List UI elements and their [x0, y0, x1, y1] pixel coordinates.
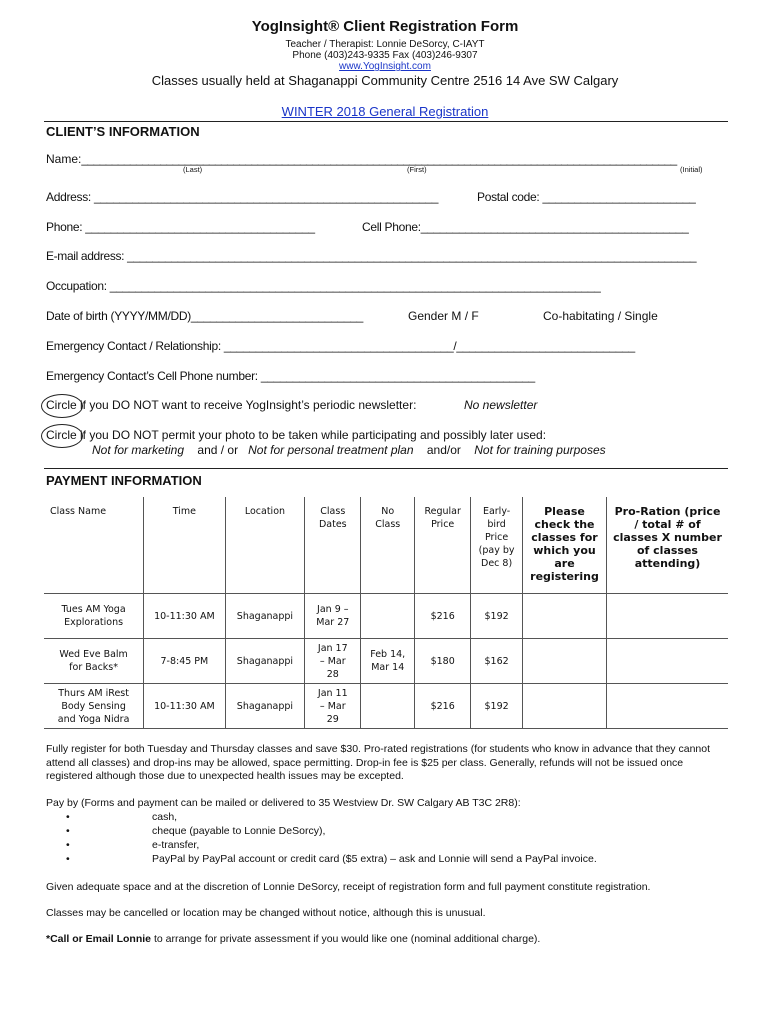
- not-for-treatment-option[interactable]: Not for personal treatment plan: [248, 443, 414, 457]
- not-for-marketing-option[interactable]: Not for marketing: [92, 443, 185, 457]
- early-price-cell: $192: [471, 594, 523, 639]
- time-cell: 10-11:30 AM: [144, 594, 225, 639]
- col-location: Location: [225, 497, 305, 594]
- pro-ration-cell[interactable]: [606, 594, 728, 639]
- payment-info-heading: PAYMENT INFORMATION: [46, 473, 202, 488]
- cancel-note: Classes may be cancelled or location may be changed without notice, although this is unusual.: [46, 907, 486, 919]
- circle-word: Circle: [46, 398, 77, 412]
- regular-price-cell: $180: [415, 639, 471, 684]
- no-class-cell: [361, 684, 415, 729]
- newsletter-line: Circle if you DO NOT want to receive YogInsight’s periodic newsletter:: [46, 398, 417, 412]
- pro-ration-cell[interactable]: [606, 684, 728, 729]
- time-cell: 7-8:45 PM: [144, 639, 225, 684]
- call-lonnie-text: *Call or Email Lonnie: [46, 933, 152, 945]
- occupation-field[interactable]: Occupation: _____________________________________________________________________________: [46, 279, 601, 293]
- photo-options: Not for marketing and / or Not for personal treatment plan and/or Not for training purposes: [92, 443, 606, 457]
- website-link[interactable]: www.YogInsight.com: [339, 61, 431, 72]
- table-row: [44, 639, 728, 684]
- bullet-icon: •: [66, 853, 70, 865]
- table-row: [44, 684, 728, 729]
- location-cell: Shaganappi: [225, 594, 305, 639]
- discretion-note: Given adequate space and at the discretion of Lonnie DeSorcy, receipt of registration form and full payment constitute registration.: [46, 881, 651, 893]
- form-title: YogInsight® Client Registration Form: [251, 18, 519, 35]
- pay-by-note: Pay by (Forms and payment can be mailed or delivered to 35 Westview Dr. SW Calgary AB T3C 2R8):: [46, 797, 521, 809]
- cell-phone-field[interactable]: Cell Phone:__________________________________________: [362, 220, 689, 234]
- check-cell[interactable]: [523, 594, 607, 639]
- time-cell: 10-11:30 AM: [144, 684, 225, 729]
- pay-method-cash: cash,: [152, 811, 178, 823]
- col-pro-ration: Pro-Ration (price / total # of classes X number of classes attending): [606, 497, 728, 594]
- initial-hint: (Initial): [680, 165, 703, 174]
- pay-method-etransfer: e-transfer,: [152, 839, 200, 851]
- postal-code-field[interactable]: Postal code: ________________________: [477, 190, 696, 204]
- location-cell: Shaganappi: [225, 684, 305, 729]
- pay-method-paypal: PayPal by PayPal account or credit card ($5 extra) – ask and Lonnie will send a PayPal invoice.: [152, 853, 597, 865]
- full-register-note: Fully register for both Tuesday and Thursday classes and save $30. Pro-rated registrations (for students who know in advance that they cannot attend all classes) and drop-ins may be allowed, space permitting. Drop-in fee is $25 per class. Generally, refunds will not be issued once registered although those due to unexpected health issues may be excepted.: [46, 743, 711, 782]
- early-price-cell: $162: [471, 639, 523, 684]
- no-class-cell: [361, 594, 415, 639]
- col-time: Time: [144, 497, 225, 594]
- emergency-cell-field[interactable]: Emergency Contact’s Cell Phone number: ___________________________________________: [46, 369, 535, 383]
- name-field[interactable]: __________________________________________________________________________________________________: [81, 152, 677, 166]
- no-class-cell: Feb 14, Mar 14: [361, 639, 415, 684]
- gender-field[interactable]: Gender M / F: [408, 309, 479, 323]
- email-field[interactable]: E-mail address: __________________________________________________________________________________________: [46, 249, 697, 263]
- location-note: Classes usually held at Shaganappi Community Centre 2516 14 Ave SW Calgary: [151, 73, 619, 88]
- not-for-training-option[interactable]: Not for training purposes: [474, 443, 606, 457]
- phone-fax-line: Phone (403)243-9335 Fax (403)246-9307: [292, 50, 478, 61]
- client-info-heading: CLIENT’S INFORMATION: [46, 124, 200, 139]
- regular-price-cell: $216: [415, 594, 471, 639]
- col-early-bird-price: Early-bird Price (pay by Dec 8): [471, 497, 523, 594]
- bullet-icon: •: [66, 839, 70, 851]
- cohabitating-field[interactable]: Co-habitating / Single: [543, 309, 658, 323]
- class-name-cell: Tues AM Yoga Explorations: [44, 594, 144, 639]
- bullet-icon: •: [66, 825, 70, 837]
- col-no-class: No Class: [361, 497, 415, 594]
- season-title: WINTER 2018 General Registration: [281, 104, 489, 119]
- class-name-cell: Wed Eve Balm for Backs*: [44, 639, 144, 684]
- col-regular-price: Regular Price: [415, 497, 471, 594]
- col-class-name: Class Name: [44, 497, 144, 594]
- emergency-contact-field[interactable]: Emergency Contact / Relationship: ____________________________________/____________________________: [46, 339, 635, 353]
- check-cell[interactable]: [523, 684, 607, 729]
- divider: [44, 468, 728, 469]
- payment-table: [44, 497, 728, 729]
- dob-field[interactable]: Date of birth (YYYY/MM/DD)___________________________: [46, 309, 363, 323]
- address-field[interactable]: Address: ______________________________________________________: [46, 190, 439, 204]
- photo-line: Circle if you DO NOT permit your photo to be taken while participating and possibly later used:: [46, 428, 547, 442]
- class-name-cell: Thurs AM iRest Body Sensing and Yoga Nidra: [44, 684, 144, 729]
- phone-field[interactable]: Phone: ____________________________________: [46, 220, 315, 234]
- pro-ration-cell[interactable]: [606, 639, 728, 684]
- regular-price-cell: $216: [415, 684, 471, 729]
- col-check-classes: Please check the classes for which you are registering: [523, 497, 607, 594]
- teacher-line: Teacher / Therapist: Lonnie DeSorcy, C-IAYT: [285, 39, 485, 50]
- dates-cell: Jan 17 – Mar 28: [305, 639, 361, 684]
- circle-word: Circle: [46, 428, 77, 442]
- first-hint: (First): [407, 165, 427, 174]
- pay-method-cheque: cheque (payable to Lonnie DeSorcy),: [152, 825, 326, 837]
- last-hint: (Last): [183, 165, 203, 174]
- check-cell[interactable]: [523, 639, 607, 684]
- table-row: [44, 594, 728, 639]
- col-class-dates: Class Dates: [305, 497, 361, 594]
- bullet-icon: •: [66, 811, 70, 823]
- divider: [44, 121, 728, 122]
- location-cell: Shaganappi: [225, 639, 305, 684]
- call-note: *Call or Email Lonnie to arrange for private assessment if you would like one (nominal additional charge).: [46, 933, 541, 945]
- no-newsletter-option[interactable]: No newsletter: [464, 398, 538, 412]
- dates-cell: Jan 9 – Mar 27: [305, 594, 361, 639]
- dates-cell: Jan 11 – Mar 29: [305, 684, 361, 729]
- early-price-cell: $192: [471, 684, 523, 729]
- table-header-row: [44, 497, 728, 594]
- name-label: Name:__________________________________________________________________________________________________: [46, 152, 677, 166]
